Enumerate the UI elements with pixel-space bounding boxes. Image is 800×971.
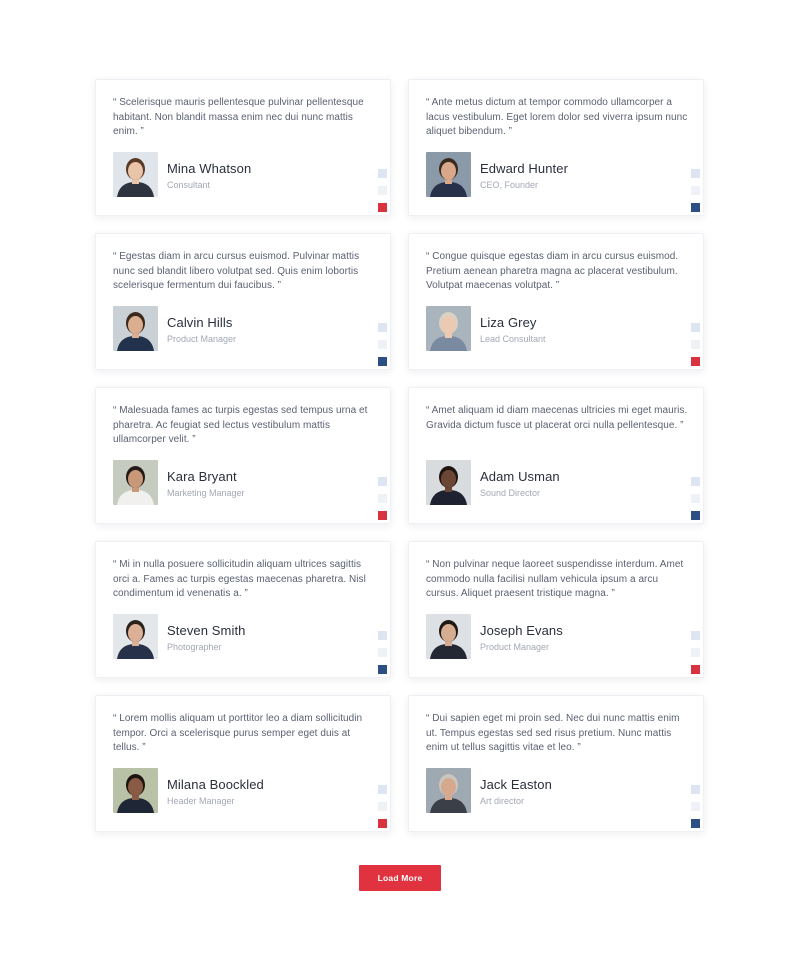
- testimonial-card: [95, 233, 391, 370]
- decor-square-faint: [691, 494, 700, 503]
- decor-square-light: [378, 477, 387, 486]
- testimonial-quote: “ Malesuada fames ac turpis egestas sed tempus urna et pharetra. Ac feugiat sed lectus vestibulum mattis ullamcorper velit. ”: [113, 405, 368, 445]
- author-name: Joseph Evans: [480, 623, 563, 638]
- decor-square-faint: [691, 802, 700, 811]
- author-name: Steven Smith: [167, 623, 246, 638]
- decor-square-faint: [378, 340, 387, 349]
- testimonial-quote: “ Amet aliquam id diam maecenas ultricies mi eget mauris. Gravida dictum fusce ut placerat orci nulla pellentesque. ”: [426, 405, 688, 431]
- testimonial-author: [113, 152, 251, 197]
- decor-square-accent: [691, 511, 700, 520]
- testimonial-quote: “ Scelerisque mauris pellentesque pulvinar pellentesque habitant. Non blandit massa enim nec dui nunc mattis enim. ”: [113, 97, 364, 137]
- testimonial-author: [113, 460, 245, 505]
- author-role: Product Manager: [167, 334, 237, 344]
- author-role: Product Manager: [480, 642, 550, 652]
- decor-square-accent: [691, 665, 700, 674]
- decor-square-light: [691, 323, 700, 332]
- author-name: Mina Whatson: [167, 161, 252, 176]
- author-photo: [113, 614, 158, 659]
- testimonial-card: [95, 541, 391, 678]
- decor-square-accent: [378, 819, 387, 828]
- author-name: Edward Hunter: [480, 161, 569, 176]
- decor-square-accent: [378, 665, 387, 674]
- decor-square-faint: [378, 494, 387, 503]
- author-photo: [426, 306, 471, 351]
- author-photo: [426, 768, 471, 813]
- decor-square-light: [691, 169, 700, 178]
- testimonials-grid: [95, 79, 706, 832]
- author-name: Calvin Hills: [167, 315, 233, 330]
- decor-square-accent: [378, 357, 387, 366]
- decor-square-accent: [378, 203, 387, 212]
- testimonial-quote: “ Non pulvinar neque laoreet suspendisse interdum. Amet commodo nulla facilisi nullam vehicula ipsum a arcu cursus. Aliquet praesent tristique magna. ”: [426, 559, 684, 599]
- decor-square-faint: [691, 340, 700, 349]
- author-name: Kara Bryant: [167, 469, 237, 484]
- author-photo: [113, 768, 158, 813]
- author-photo: [426, 614, 471, 659]
- decor-square-faint: [378, 648, 387, 657]
- author-role: Marketing Manager: [167, 488, 245, 498]
- author-photo: [113, 152, 158, 197]
- testimonial-author: [113, 614, 246, 659]
- decor-square-accent: [691, 819, 700, 828]
- testimonial-author: [426, 460, 560, 505]
- decor-square-accent: [691, 203, 700, 212]
- testimonial-quote: “ Ante metus dictum at tempor commodo ullamcorper a lacus vestibulum. Eget lorem dolor sed viverra ipsum nunc aliquet bibendum. ”: [426, 97, 688, 137]
- author-name: Milana Boockled: [167, 777, 264, 792]
- testimonial-quote: “ Egestas diam in arcu cursus euismod. Pulvinar mattis nunc sed blandit libero volutpat sed. Quis enim lobortis scelerisque fermentum dui faucibus. ”: [113, 251, 360, 291]
- testimonial-author: [426, 306, 546, 351]
- testimonial-card: [95, 387, 391, 524]
- testimonial-quote: “ Mi in nulla posuere sollicitudin aliquam ultrices sagittis orci a. Fames ac turpis egestas maecenas pharetra. Nisl condimentum id venenatis a. ”: [113, 559, 366, 599]
- testimonial-quote: “ Dui sapien eget mi proin sed. Nec dui nunc mattis enim ut. Tempus egestas sed sed risus pretium. Nunc mattis enim ut tellus sagittis vitae et leo. ”: [426, 713, 680, 753]
- testimonial-author: [113, 306, 236, 351]
- author-name: Adam Usman: [480, 469, 560, 484]
- author-role: Consultant: [167, 180, 211, 190]
- decor-square-light: [691, 785, 700, 794]
- testimonial-author: [113, 768, 264, 813]
- testimonial-card: [95, 695, 391, 832]
- decor-square-faint: [378, 186, 387, 195]
- decor-square-faint: [691, 648, 700, 657]
- author-photo: [113, 460, 158, 505]
- author-photo: [426, 152, 471, 197]
- testimonial-card: [95, 79, 391, 216]
- author-photo: [113, 306, 158, 351]
- testimonial-card: [408, 233, 704, 370]
- testimonial-card: [408, 695, 704, 832]
- testimonial-author: [426, 152, 568, 197]
- decor-square-accent: [691, 357, 700, 366]
- author-name: Jack Easton: [480, 777, 552, 792]
- testimonial-card: [408, 79, 704, 216]
- decor-square-light: [378, 169, 387, 178]
- author-role: Photographer: [167, 642, 222, 652]
- decor-square-light: [691, 631, 700, 640]
- author-role: Art director: [480, 796, 525, 806]
- decor-square-light: [378, 785, 387, 794]
- testimonial-quote: “ Lorem mollis aliquam ut porttitor leo a diam sollicitudin tempor. Orci a scelerisque purus semper eget duis at tellus. ”: [113, 713, 363, 753]
- author-role: Header Manager: [167, 796, 235, 806]
- author-role: Lead Consultant: [480, 334, 546, 344]
- decor-square-accent: [378, 511, 387, 520]
- decor-square-light: [378, 323, 387, 332]
- testimonial-author: [426, 768, 552, 813]
- author-role: CEO, Founder: [480, 180, 539, 190]
- decor-square-light: [691, 477, 700, 486]
- author-photo: [426, 460, 471, 505]
- decor-square-light: [378, 631, 387, 640]
- testimonial-quote: “ Congue quisque egestas diam in arcu cursus euismod. Pretium aenean pharetra magna ac placerat vestibulum. Volutpat maecenas volutpat. ”: [426, 251, 679, 291]
- decor-square-faint: [691, 186, 700, 195]
- load-more-button[interactable]: Load More: [359, 865, 441, 891]
- testimonial-card: [408, 541, 704, 678]
- author-role: Sound Director: [480, 488, 541, 498]
- testimonial-card: [408, 387, 704, 524]
- decor-square-faint: [378, 802, 387, 811]
- author-name: Liza Grey: [480, 315, 537, 330]
- testimonial-author: [426, 614, 563, 659]
